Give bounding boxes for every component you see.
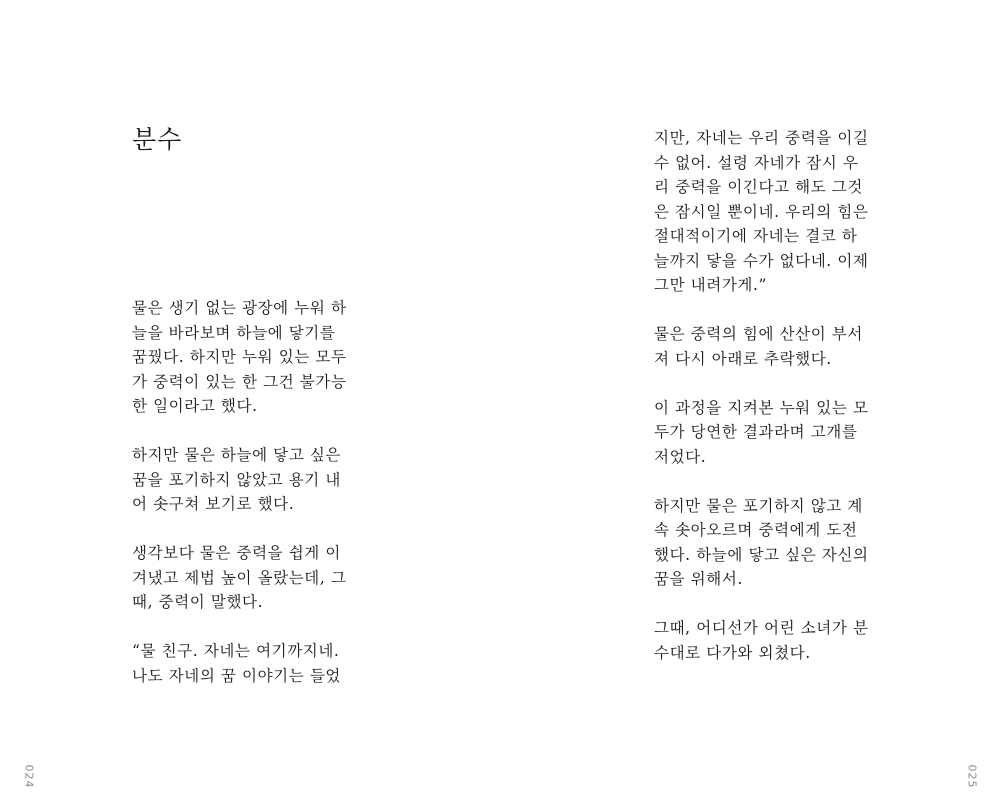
paragraph: [132, 541, 362, 615]
paragraph: [654, 494, 884, 592]
text-line: “물 친구. 자네는 여기까지네.: [132, 642, 340, 660]
text-line: 그때, 어디선가 어린 소녀가 분: [654, 619, 869, 637]
paragraph: [132, 296, 362, 419]
text-line: 리 중력을 이긴다고 해도 그것: [654, 178, 863, 196]
text-line: 때, 중력이 말했다.: [132, 593, 264, 611]
text-line: 나도 자네의 꿈 이야기는 들었: [132, 666, 341, 685]
text-line: 두가 당연한 결과라며 고개를: [654, 423, 858, 441]
right-page-body: [654, 126, 884, 690]
chapter-title: 분수: [132, 125, 183, 154]
text-line: 이 과정을 지켜본 누워 있는 모: [654, 398, 869, 417]
text-line: 수 없어. 설령 자네가 잠시 우: [654, 153, 859, 172]
text-line: 물은 중력의 힘에 산산이 부서: [654, 325, 863, 343]
paragraph: [132, 639, 362, 688]
page-number-right: 025: [965, 764, 979, 789]
page-number-left: 024: [22, 764, 36, 789]
text-line: 어 솟구쳐 보기로 했다.: [132, 495, 295, 513]
text-line: 물은 생기 없는 광장에 누워 하: [132, 299, 347, 317]
paragraph: [654, 322, 884, 371]
text-line: 져 다시 아래로 추락했다.: [654, 349, 832, 368]
text-line: 하지만 물은 하늘에 닿고 싶은: [132, 446, 341, 464]
text-line: 늘을 바라보며 하늘에 닿기를: [132, 323, 336, 342]
text-line: 하지만 물은 포기하지 않고 계: [654, 496, 863, 515]
text-line: 꿈을 포기하지 않았고 용기 내: [132, 470, 341, 489]
text-line: 꿈을 위해서.: [654, 570, 743, 588]
text-line: 그만 내려가게.”: [654, 276, 768, 294]
text-line: 늘까지 닿을 수가 없다네. 이제: [654, 251, 869, 270]
text-line: 겨냈고 제법 높이 올랐는데, 그: [132, 568, 347, 587]
paragraph: [132, 443, 362, 517]
left-page-body: [132, 296, 362, 713]
text-line: 은 잠시일 뿐이네. 우리의 힘은: [654, 202, 869, 221]
text-line: 속 솟아오르며 중력에게 도전: [654, 521, 858, 539]
text-line: 절대적이기에 자네는 결코 하: [654, 227, 858, 245]
paragraph: [654, 616, 884, 665]
paragraph: [654, 396, 884, 470]
text-line: 지만, 자네는 우리 중력을 이길: [654, 129, 869, 147]
text-line: 한 일이라고 했다.: [132, 397, 258, 415]
text-line: 수대로 다가와 외쳤다.: [654, 643, 811, 662]
text-line: 생각보다 물은 중력을 쉽게 이: [132, 544, 341, 562]
text-line: 저었다.: [654, 447, 707, 466]
text-line: 꿈꿨다. 하지만 누워 있는 모두: [132, 348, 347, 366]
text-line: 가 중력이 있는 한 그건 불가능: [132, 372, 347, 391]
text-line: 했다. 하늘에 닿고 싶은 자신의: [654, 545, 869, 564]
paragraph: [654, 126, 884, 298]
